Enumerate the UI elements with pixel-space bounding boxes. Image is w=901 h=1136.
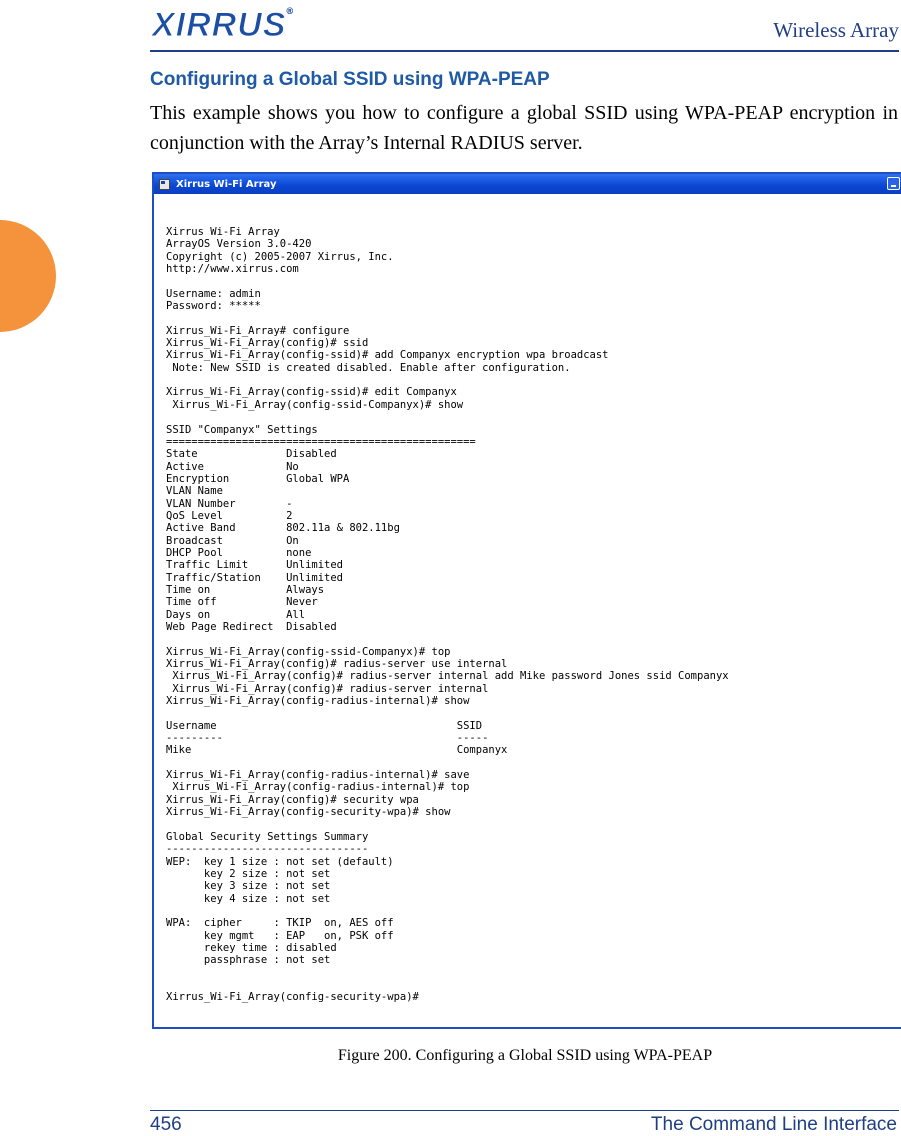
terminal-line: http://www.xirrus.com bbox=[166, 263, 299, 276]
chapter-tab-marker bbox=[0, 220, 56, 332]
terminal-line: Xirrus_Wi-Fi_Array(config-ssid-Companyx)# show bbox=[166, 398, 464, 411]
terminal-line: DHCP Pool none bbox=[166, 546, 312, 559]
terminal-line: Time on Always bbox=[166, 583, 325, 596]
terminal-line: Xirrus_Wi-Fi_Array(config-radius-internal)# show bbox=[166, 695, 470, 708]
terminal-line: Username: admin bbox=[166, 287, 261, 300]
terminal-line: Xirrus_Wi-Fi_Array(config)# radius-server internal add Mike password Jones ssid Companyx bbox=[166, 670, 729, 683]
terminal-line: Password: ***** bbox=[166, 300, 261, 313]
terminal-line: passphrase : not set bbox=[166, 954, 331, 967]
body-paragraph: This example shows you how to configure a global SSID using WPA-PEAP encryption in conjunction with the Array’s Internal RADIUS server. bbox=[150, 102, 898, 154]
terminal-line: State Disabled bbox=[166, 448, 337, 461]
section-heading: Configuring a Global SSID using WPA-PEAP bbox=[150, 69, 550, 90]
terminal-line: Username SSID bbox=[166, 719, 483, 732]
header-title: Wireless Array bbox=[773, 18, 899, 42]
terminal-line: Xirrus_Wi-Fi_Array(config-ssid)# add Companyx encryption wpa broadcast bbox=[166, 349, 609, 362]
terminal-line: Traffic/Station Unlimited bbox=[166, 571, 344, 584]
terminal-window bbox=[152, 172, 901, 1029]
window-title: Xirrus Wi-Fi Array bbox=[176, 178, 277, 190]
terminal-screen[interactable] bbox=[154, 194, 901, 1027]
terminal-line: key 3 size : not set bbox=[166, 880, 331, 893]
figure-caption: Figure 200. Configuring a Global SSID using WPA-PEAP bbox=[337, 1047, 713, 1064]
terminal-line: key mgmt : EAP on, PSK off bbox=[166, 929, 394, 942]
terminal-output bbox=[156, 194, 901, 1004]
logo-text: XIRRUS bbox=[152, 6, 287, 44]
window-titlebar[interactable] bbox=[154, 174, 901, 194]
terminal-line: Active Band 802.11a & 802.11bg bbox=[166, 522, 400, 535]
terminal-line: WEP: key 1 size : not set (default) bbox=[166, 855, 394, 868]
terminal-line: ArrayOS Version 3.0-420 bbox=[166, 238, 312, 251]
terminal-line: --------- ----- bbox=[166, 732, 489, 745]
terminal-line: Broadcast On bbox=[166, 534, 299, 547]
terminal-line: Global Security Settings Summary bbox=[166, 830, 369, 843]
terminal-line: QoS Level 2 bbox=[166, 509, 293, 522]
terminal-line: Xirrus_Wi-Fi_Array(config-security-wpa)# bbox=[166, 991, 419, 1004]
terminal-line: Time off Never bbox=[166, 596, 318, 609]
terminal-line: Xirrus_Wi-Fi_Array(config-radius-internal)# save bbox=[166, 769, 470, 782]
terminal-line: Xirrus_Wi-Fi_Array(config-radius-internal)# top bbox=[166, 781, 470, 794]
terminal-line: Xirrus_Wi-Fi_Array# configure bbox=[166, 324, 350, 337]
terminal-line: key 4 size : not set bbox=[166, 892, 331, 905]
terminal-line: Copyright (c) 2005-2007 Xirrus, Inc. bbox=[166, 250, 394, 263]
terminal-line: Xirrus_Wi-Fi_Array(config)# security wpa bbox=[166, 793, 419, 806]
terminal-line: Xirrus_Wi-Fi_Array(config)# radius-server internal bbox=[166, 682, 489, 695]
terminal-line: WPA: cipher : TKIP on, AES off bbox=[166, 917, 394, 930]
registered-mark: ® bbox=[286, 6, 295, 16]
terminal-line: Web Page Redirect Disabled bbox=[166, 621, 337, 633]
xirrus-logo bbox=[152, 6, 294, 45]
footer-rule bbox=[150, 1110, 899, 1111]
terminal-line: VLAN Name bbox=[166, 485, 223, 498]
console-window-icon bbox=[159, 179, 170, 190]
page-number: 456 bbox=[150, 1114, 182, 1135]
terminal-line: Active No bbox=[166, 460, 299, 473]
terminal-line: VLAN Number - bbox=[166, 497, 293, 510]
terminal-line: -------------------------------- bbox=[166, 843, 369, 856]
footer-title: The Command Line Interface bbox=[650, 1114, 897, 1135]
terminal-line: rekey time : disabled bbox=[166, 941, 337, 954]
terminal-line: ================================================= bbox=[166, 435, 476, 448]
minimize-icon[interactable] bbox=[887, 177, 900, 190]
terminal-line: Encryption Global WPA bbox=[166, 472, 350, 485]
terminal-line: Note: New SSID is created disabled. Enable after configuration. bbox=[166, 361, 571, 374]
terminal-line: Traffic Limit Unlimited bbox=[166, 559, 344, 572]
terminal-line: Xirrus_Wi-Fi_Array(config-ssid-Companyx)# top bbox=[166, 645, 451, 658]
terminal-line: Xirrus Wi-Fi Array bbox=[166, 226, 280, 238]
terminal-line: Xirrus_Wi-Fi_Array(config)# ssid bbox=[166, 337, 369, 350]
terminal-line: Xirrus_Wi-Fi_Array(config)# radius-server use internal bbox=[166, 658, 508, 671]
terminal-line: Xirrus_Wi-Fi_Array(config-ssid)# edit Companyx bbox=[166, 386, 457, 399]
terminal-line: Mike Companyx bbox=[166, 744, 508, 757]
header-rule bbox=[150, 50, 899, 52]
terminal-line: SSID "Companyx" Settings bbox=[166, 423, 318, 436]
terminal-line: key 2 size : not set bbox=[166, 867, 331, 880]
terminal-line: Xirrus_Wi-Fi_Array(config-security-wpa)# show bbox=[166, 806, 451, 819]
terminal-line: Days on All bbox=[166, 608, 306, 621]
